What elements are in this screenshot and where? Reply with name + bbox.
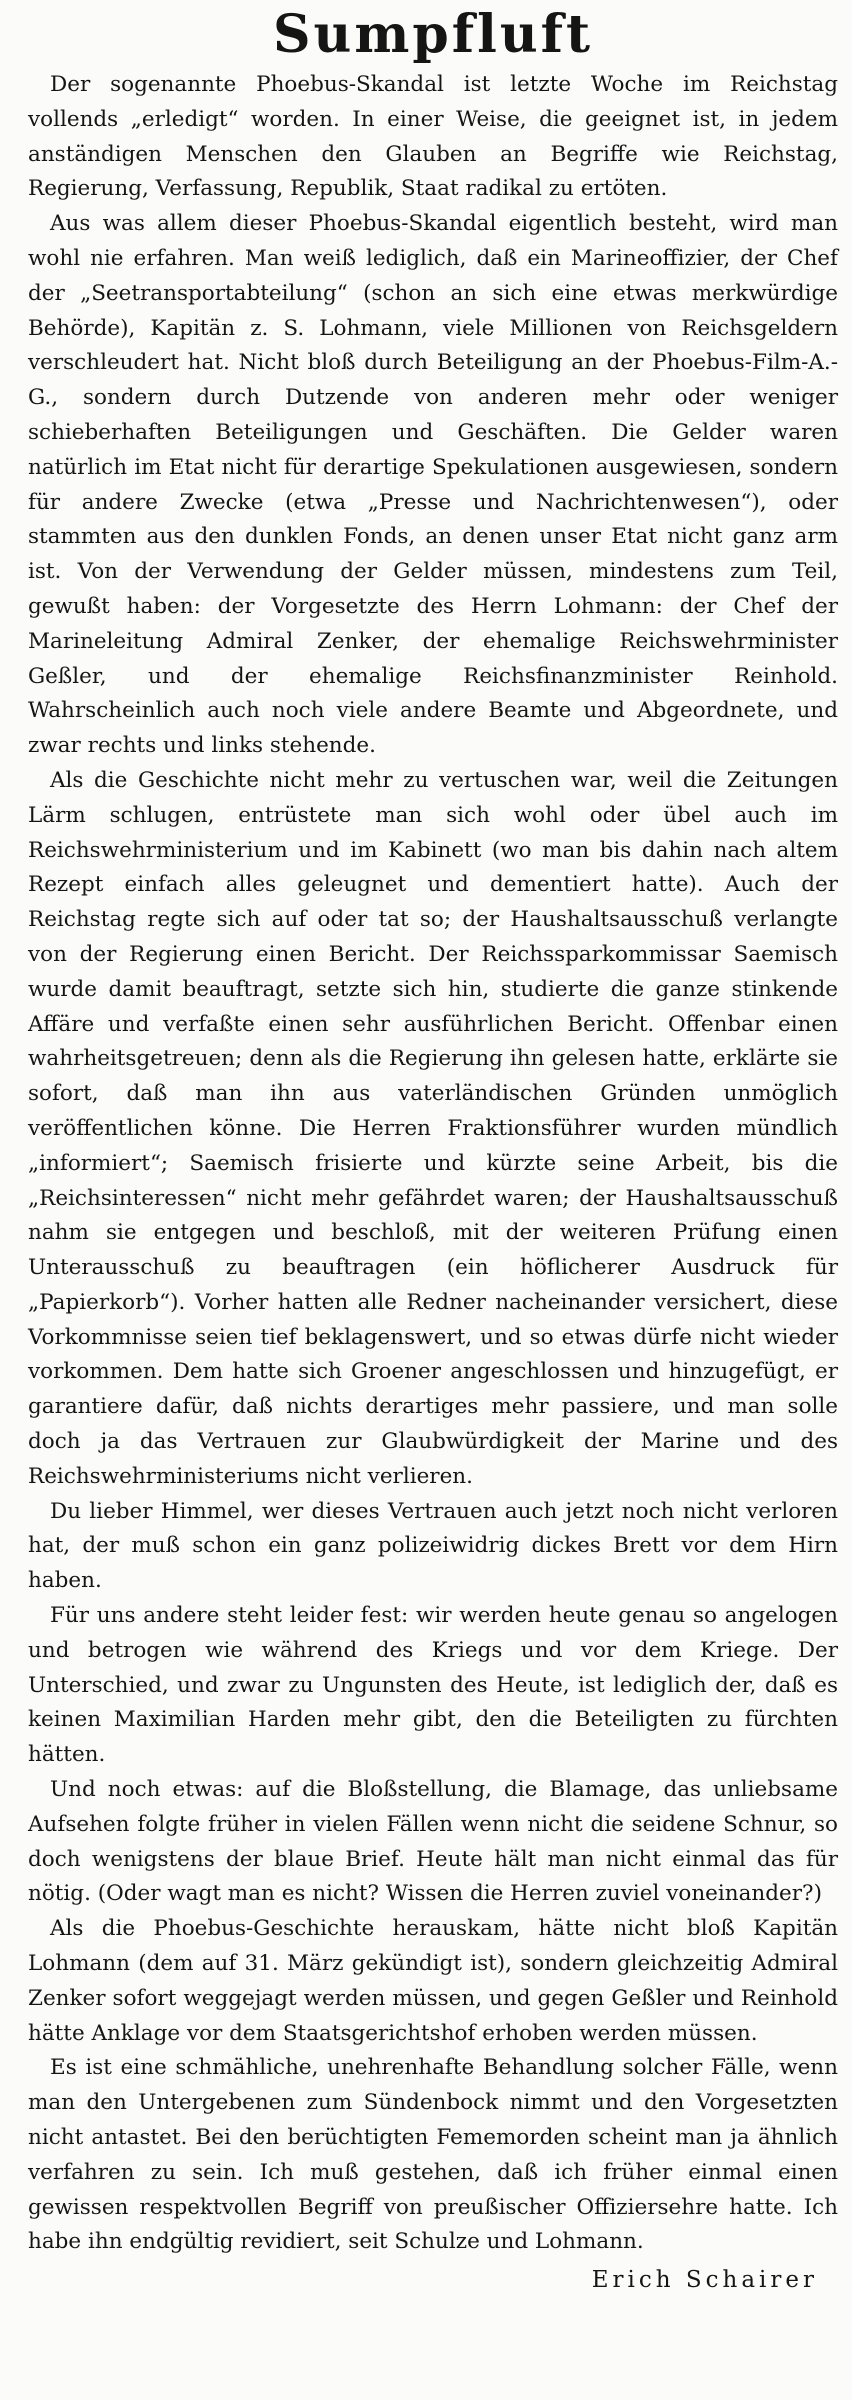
article-paragraph: Als die Phoebus-Geschichte herauskam, hätte nicht bloß Kapitän Lohmann (dem auf 31. März gekündigt ist), sondern gleichzeitig Admiral Zenker sofort weggejagt werden müssen, und gegen Geßler und Reinhold hätte Anklage vor dem Staatsgerichtshof erhoben werden müssen.: [28, 1916, 838, 2046]
article-title: Sumpfluft: [272, 4, 594, 65]
article-paragraph: Du lieber Himmel, wer dieses Vertrauen auch jetzt noch nicht verloren hat, der muß schon ein ganz polizeiwidrig dickes Brett vor dem Hirn haben.: [28, 1498, 838, 1594]
article-paragraph: Aus was allem dieser Phoebus-Skandal eigentlich besteht, wird man wohl nie erfahren. Man weiß lediglich, daß ein Marineoffizier, der Chef der „Seetransportabteilung“ (schon an sich eine etwas merkwürdige Behörde), Kapitän z. S. Lohmann, viele Millionen von Reichsgeldern verschleudert hat. Nicht bloß durch Beteiligung an der Phoebus-Film-A.-G., sondern durch Dutzende von anderen mehr oder weniger schieberhaften Beteiligungen und Geschäften. Die Gelder waren natürlich im Etat nicht für derartige Spekulationen ausgewiesen, sondern für andere Zwecke (etwa „Presse und Nachrichtenwesen“), oder stammten aus den dunklen Fonds, an denen unser Etat nicht ganz arm ist. Von der Verwendung der Gelder müssen, mindestens zum Teil, gewußt haben: der Vorgesetzte des Herrn Lohmann: der Chef der Marineleitung Admiral Zenker, der ehemalige Reichswehrminister Geßler, und der ehemalige Reichsfinanzminister Reinhold. Wahrscheinlich auch noch viele andere Beamte und Abgeordnete, und zwar rechts und links stehende.: [28, 211, 838, 759]
article-body: [28, 68, 838, 2260]
article-paragraph: Und noch etwas: auf die Bloßstellung, die Blamage, das unliebsame Aufsehen folgte früher in vielen Fällen wenn nicht die seidene Schnur, so doch wenigstens der blaue Brief. Heute hält man nicht einmal das für nötig. (Oder wagt man es nicht? Wissen die Herren zuviel voneinander?): [28, 1777, 838, 1907]
article-paragraph: Es ist eine schmähliche, unehrenhafte Behandlung solcher Fälle, wenn man den Untergebenen zum Sündenbock nimmt und den Vorgesetzten nicht antastet. Bei den berüchtigten Fememorden scheint man ja ähnlich verfahren zu sein. Ich muß gestehen, daß ich früher einmal einen gewissen respektvollen Begriff von preußischer Offiziersehre hatte. Ich habe ihn endgültig revidiert, seit Schulze und Lohmann.: [28, 2055, 838, 2255]
author-signature: Erich Schairer: [591, 2267, 818, 2294]
article-paragraph: Der sogenannte Phoebus-Skandal ist letzte Woche im Reichstag vollends „erledigt“ worden. In einer Weise, die geeignet ist, in jedem anständigen Menschen den Glauben an Begriffe wie Reichstag, Regierung, Verfassung, Republik, Staat radikal zu ertöten.: [28, 72, 838, 202]
article-paragraph: Für uns andere steht leider fest: wir werden heute genau so angelogen und betrogen wie während des Kriegs und vor dem Kriege. Der Unterschied, und zwar zu Ungunsten des Heute, ist lediglich der, daß es keinen Maximilian Harden mehr gibt, den die Beteiligten zu fürchten hätten.: [28, 1603, 838, 1768]
article-paragraph: Als die Geschichte nicht mehr zu vertuschen war, weil die Zeitungen Lärm schlugen, entrüstete man sich wohl oder übel auch im Reichswehrministerium und im Kabinett (wo man bis dahin nach altem Rezept einfach alles geleugnet und dementiert hatte). Auch der Reichstag regte sich auf oder tat so; der Haushaltsausschuß verlangte von der Regierung einen Bericht. Der Reichssparkommissar Saemisch wurde damit beauftragt, setzte sich hin, studierte die ganze stinkende Affäre und verfaßte einen sehr ausführlichen Bericht. Offenbar einen wahrheitsgetreuen; denn als die Regierung ihn gelesen hatte, erklärte sie sofort, daß man ihn aus vaterländischen Gründen unmöglich veröffentlichen könne. Die Herren Fraktionsführer wurden mündlich „informiert“; Saemisch frisierte und kürzte seine Arbeit, bis die „Reichsinteressen“ nicht mehr gefährdet waren; der Haushaltsausschuß nahm sie entgegen und beschloß, mit der weiteren Prüfung einen Unterausschuß zu beauftragen (ein höflicherer Ausdruck für „Papierkorb“). Vorher hatten alle Redner nacheinander versichert, diese Vorkommnisse seien tief beklagenswert, und so etwas dürfe nicht wieder vorkommen. Dem hatte sich Groener angeschlossen und hinzugefügt, er garantiere dafür, daß nichts derartiges mehr passiere, und man solle doch ja das Vertrauen zur Glaubwürdigkeit der Marine und des Reichswehrministeriums nicht verlieren.: [28, 767, 838, 1489]
